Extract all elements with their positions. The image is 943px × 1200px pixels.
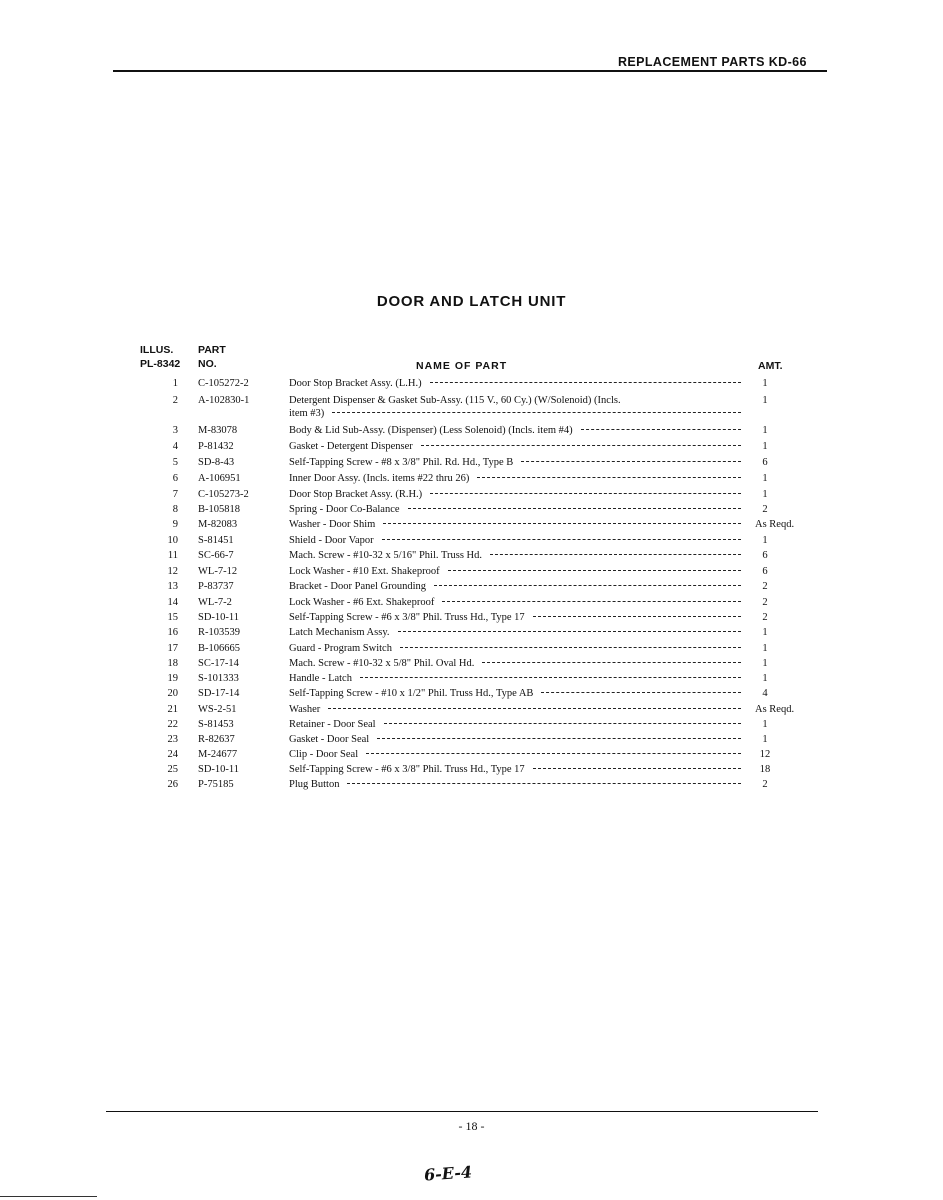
illus-number: 10: [167, 535, 178, 546]
part-number: M-24677: [198, 749, 238, 760]
illus-number: 20: [167, 688, 178, 699]
amount: 1: [762, 643, 768, 654]
part-name-line: [289, 642, 741, 655]
illus-number: 6: [172, 473, 178, 484]
footer-rule: [106, 1111, 818, 1112]
dotted-leader: [360, 677, 741, 678]
amount-cell: [755, 642, 775, 655]
illus-number: 13: [167, 581, 178, 592]
part-number: C-105273-2: [198, 489, 249, 500]
illus-number: 18: [167, 658, 178, 669]
part-number: R-82637: [198, 734, 235, 745]
part-number: P-83737: [198, 581, 234, 592]
illus-number: 23: [167, 734, 178, 745]
part-name-line: [289, 549, 741, 562]
part-name: Self-Tapping Screw - #10 x 1/2" Phil. Truss Hd., Type AB: [289, 688, 534, 699]
dotted-leader: [408, 508, 741, 509]
part-name: Bracket - Door Panel Grounding: [289, 581, 427, 592]
amount: 1: [762, 627, 768, 638]
section-title: DOOR AND LATCH UNIT: [376, 293, 567, 310]
part-number: SC-66-7: [198, 550, 234, 561]
part-name-cell: [289, 642, 741, 655]
dotted-leader: [366, 753, 741, 754]
part-name: Gasket - Door Seal: [289, 734, 370, 745]
dotted-leader: [533, 768, 741, 769]
illus-number: 14: [167, 597, 178, 608]
part-name-line: [289, 488, 741, 501]
amount-cell: [755, 377, 775, 390]
part-name-cell: [289, 657, 741, 670]
part-name-line: [289, 596, 741, 609]
amount-cell: [755, 687, 775, 700]
part-name-cell: [289, 672, 741, 685]
amount: As Reqd.: [755, 704, 795, 715]
illus-number: 19: [167, 673, 178, 684]
part-number: B-105818: [198, 504, 240, 515]
part-name-cell: [289, 456, 741, 469]
part-name-line: [289, 626, 741, 639]
dotted-leader: [421, 445, 741, 446]
part-name-line: [289, 611, 741, 624]
part-name-continued: item #3): [289, 408, 325, 419]
dotted-leader: [398, 631, 741, 632]
column-header-name-of-part: NAME OF PART: [416, 360, 508, 372]
part-name: Self-Tapping Screw - #6 x 3/8" Phil. Truss Hd., Type 17: [289, 764, 525, 775]
amount: 1: [762, 473, 768, 484]
amount-cell: [755, 549, 775, 562]
amount-cell: [755, 565, 775, 578]
amount: 1: [762, 719, 768, 730]
dotted-leader: [383, 523, 741, 524]
part-name-line: [289, 456, 741, 469]
part-name-line: [289, 424, 741, 437]
column-header-illus-line1: ILLUS.: [140, 344, 174, 356]
amount-cell: [755, 503, 775, 516]
illus-number: 22: [167, 719, 178, 730]
part-name-line: [289, 407, 741, 420]
part-name: Spring - Door Co-Balance: [289, 504, 400, 515]
column-header-illus-line2: PL-8342: [140, 358, 181, 370]
amount: 2: [762, 779, 768, 790]
part-name-cell: [289, 503, 741, 516]
amount-cell: [755, 718, 775, 731]
part-name-line: [289, 778, 741, 791]
part-number: S-81451: [198, 535, 234, 546]
part-number: A-106951: [198, 473, 241, 484]
amount-cell: [755, 456, 775, 469]
amount: 2: [762, 581, 768, 592]
amount: 1: [762, 395, 768, 406]
amount: 2: [762, 597, 768, 608]
part-number: WL-7-12: [198, 566, 238, 577]
amount-cell: [755, 580, 775, 593]
part-name: Door Stop Bracket Assy. (L.H.): [289, 378, 422, 389]
illus-number: 4: [172, 441, 178, 452]
amount: 1: [762, 535, 768, 546]
amount: 1: [762, 489, 768, 500]
illus-number: 15: [167, 612, 178, 623]
part-name: Handle - Latch: [289, 673, 352, 684]
illus-number: 24: [167, 749, 178, 760]
part-name: Self-Tapping Screw - #6 x 3/8" Phil. Truss Hd., Type 17: [289, 612, 525, 623]
part-name-cell: [289, 488, 741, 501]
illus-number: 1: [172, 378, 178, 389]
part-name-cell: [289, 778, 741, 791]
part-name: Body & Lid Sub-Assy. (Dispenser) (Less Solenoid) (Incls. item #4): [289, 425, 573, 436]
part-name-line: [289, 580, 741, 593]
page-number: - 18 -: [458, 1119, 485, 1133]
dotted-leader: [448, 570, 741, 571]
part-name-cell: [289, 580, 741, 593]
part-number: S-81453: [198, 719, 234, 730]
amount: 2: [762, 612, 768, 623]
part-name-cell: [289, 611, 741, 624]
part-number: P-81432: [198, 441, 234, 452]
part-name: Latch Mechanism Assy.: [289, 627, 390, 638]
part-number: S-101333: [198, 673, 239, 684]
part-name: Gasket - Detergent Dispenser: [289, 441, 413, 452]
dotted-leader: [477, 477, 741, 478]
part-name-cell: [289, 472, 741, 485]
dotted-leader: [430, 382, 741, 383]
illus-number: 12: [167, 566, 178, 577]
amount-cell: [755, 534, 775, 547]
dotted-leader: [482, 662, 741, 663]
illus-number: 9: [172, 519, 178, 530]
amount: 1: [762, 441, 768, 452]
illus-number: 7: [172, 489, 178, 500]
part-name-line: [289, 733, 741, 746]
amount-cell: [755, 778, 775, 791]
part-name: Washer - Door Shim: [289, 519, 376, 530]
part-name: Retainer - Door Seal: [289, 719, 376, 730]
page-header-title: REPLACEMENT PARTS KD-66: [618, 55, 807, 69]
part-name-line: [289, 518, 741, 531]
dotted-leader: [541, 692, 741, 693]
amount-cell: [755, 657, 775, 670]
part-name-cell: [289, 518, 741, 531]
part-name: Guard - Program Switch: [289, 643, 392, 654]
amount: 6: [762, 457, 768, 468]
amount-cell: [755, 703, 794, 716]
amount-cell: [755, 488, 775, 501]
amount-cell: [755, 748, 775, 761]
illus-number: 17: [167, 643, 178, 654]
amount-cell: [755, 518, 794, 531]
column-header-illus: [140, 343, 180, 371]
dotted-leader: [490, 554, 741, 555]
part-name-cell: [289, 763, 741, 776]
amount-cell: [755, 424, 775, 437]
part-name-line: [289, 687, 741, 700]
part-name: Detergent Dispenser & Gasket Sub-Assy. (115 V., 60 Cy.) (W/Solenoid) (Incls.: [289, 395, 621, 406]
part-name-cell: [289, 549, 741, 562]
part-name-line: [289, 440, 741, 453]
part-name: Lock Washer - #6 Ext. Shakeproof: [289, 597, 435, 608]
scan-edge-mark: [0, 1196, 97, 1197]
illus-number: 26: [167, 779, 178, 790]
illus-number: 16: [167, 627, 178, 638]
part-number: C-105272-2: [198, 378, 249, 389]
part-number: SD-10-11: [198, 764, 240, 775]
dotted-leader: [377, 738, 741, 739]
part-name-line: [289, 394, 741, 407]
part-name-line: [289, 748, 741, 761]
part-name-line: [289, 565, 741, 578]
amount-cell: [755, 626, 775, 639]
part-name-cell: [289, 748, 741, 761]
amount: 1: [762, 734, 768, 745]
dotted-leader: [430, 493, 741, 494]
dotted-leader: [581, 429, 741, 430]
amount-cell: [755, 440, 775, 453]
part-number: R-103539: [198, 627, 240, 638]
dotted-leader: [400, 647, 741, 648]
part-name: Self-Tapping Screw - #8 x 3/8" Phil. Rd. Hd., Type B: [289, 457, 514, 468]
column-header-amount: AMT.: [758, 360, 783, 372]
part-name-line: [289, 503, 741, 516]
part-name: Plug Button: [289, 779, 340, 790]
part-name: Mach. Screw - #10-32 x 5/16" Phil. Truss Hd.: [289, 550, 482, 561]
part-name-cell: [289, 596, 741, 609]
part-number: A-102830-1: [198, 395, 250, 406]
part-name-cell: [289, 440, 741, 453]
dotted-leader: [332, 412, 741, 413]
amount: 1: [762, 425, 768, 436]
illus-number: 11: [167, 550, 178, 561]
amount: As Reqd.: [755, 519, 795, 530]
amount-cell: [755, 672, 775, 685]
part-number: WL-7-2: [198, 597, 232, 608]
part-name-line: [289, 672, 741, 685]
amount-cell: [755, 472, 775, 485]
part-name-line: [289, 763, 741, 776]
part-name-cell: [289, 687, 741, 700]
dotted-leader: [442, 601, 741, 602]
part-name-cell: [289, 424, 741, 437]
amount: 6: [762, 566, 768, 577]
part-name: Inner Door Assy. (Incls. items #22 thru 26): [289, 473, 470, 484]
amount: 1: [762, 378, 768, 389]
illus-number: 5: [172, 457, 178, 468]
part-number: WS-2-51: [198, 704, 237, 715]
part-name-line: [289, 703, 741, 716]
column-header-part-line1: PART: [198, 344, 226, 356]
part-name-line: [289, 534, 741, 547]
part-name-cell: [289, 565, 741, 578]
amount: 2: [762, 504, 768, 515]
part-name: Clip - Door Seal: [289, 749, 359, 760]
part-number: B-106665: [198, 643, 240, 654]
part-number: SC-17-14: [198, 658, 239, 669]
column-header-part-no: [198, 343, 226, 371]
column-header-part-line2: NO.: [198, 358, 217, 370]
illus-number: 21: [167, 704, 178, 715]
illus-number: 8: [172, 504, 178, 515]
part-number: M-83078: [198, 425, 238, 436]
part-number: M-82083: [198, 519, 238, 530]
amount-cell: [755, 733, 775, 746]
part-name-line: [289, 377, 741, 390]
amount: 12: [759, 749, 771, 760]
part-name-cell: [289, 626, 741, 639]
part-number: SD-17-14: [198, 688, 240, 699]
amount: 1: [762, 658, 768, 669]
part-name-line: [289, 657, 741, 670]
part-name-cell: [289, 377, 741, 390]
part-name: Mach. Screw - #10-32 x 5/8" Phil. Oval Hd.: [289, 658, 475, 669]
amount: 1: [762, 673, 768, 684]
illus-number: 25: [167, 764, 178, 775]
part-name-line: [289, 718, 741, 731]
part-name-cell: [289, 718, 741, 731]
illus-number: 3: [172, 425, 178, 436]
amount-cell: [755, 596, 775, 609]
header-rule: [113, 70, 827, 72]
amount-cell: [755, 611, 775, 624]
part-name-cell: [289, 703, 741, 716]
amount-cell: [755, 763, 775, 776]
amount: 18: [759, 764, 771, 775]
dotted-leader: [533, 616, 741, 617]
part-number: P-75185: [198, 779, 234, 790]
amount-cell: [755, 394, 775, 407]
part-name: Shield - Door Vapor: [289, 535, 374, 546]
part-name-line: [289, 472, 741, 485]
dotted-leader: [382, 539, 741, 540]
part-name-cell: [289, 534, 741, 547]
part-name-cell: [289, 733, 741, 746]
amount: 6: [762, 550, 768, 561]
handwritten-mark: 6-E-4: [423, 1162, 473, 1185]
part-name: Washer: [289, 704, 321, 715]
part-number: SD-8-43: [198, 457, 235, 468]
dotted-leader: [521, 461, 741, 462]
dotted-leader: [347, 783, 741, 784]
dotted-leader: [434, 585, 741, 586]
dotted-leader: [328, 708, 741, 709]
amount: 4: [762, 688, 768, 699]
illus-number: 2: [172, 395, 178, 406]
part-name: Lock Washer - #10 Ext. Shakeproof: [289, 566, 440, 577]
part-name-cell: [289, 394, 741, 420]
part-number: SD-10-11: [198, 612, 240, 623]
part-name: Door Stop Bracket Assy. (R.H.): [289, 489, 423, 500]
dotted-leader: [384, 723, 741, 724]
